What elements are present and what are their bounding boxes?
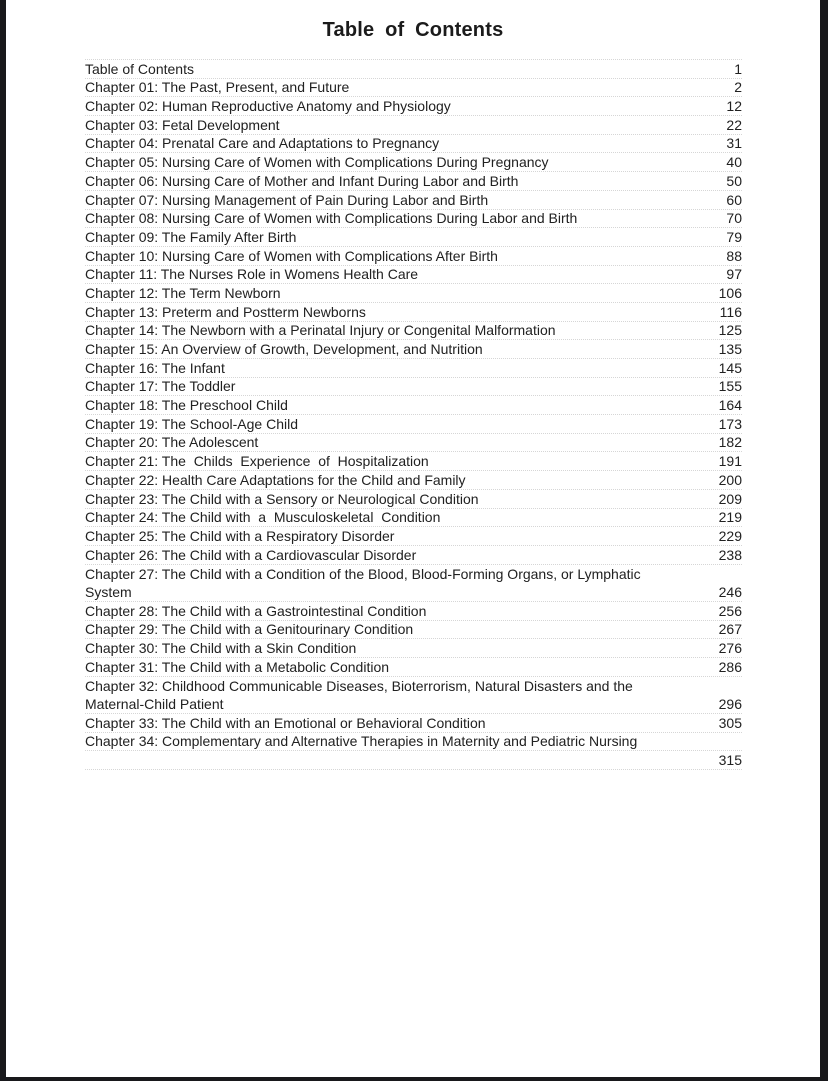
toc-entry[interactable] — [85, 322, 742, 341]
toc-entry-page-number: 256 — [718, 602, 742, 619]
toc-entry[interactable] — [85, 153, 742, 172]
toc-entry[interactable] — [85, 527, 742, 546]
toc-entry-label: System — [85, 583, 132, 600]
toc-entry-page-number: 267 — [718, 621, 742, 638]
toc-entry[interactable] — [85, 434, 742, 453]
toc-entry-label: Chapter 25: The Child with a Respiratory Disorder — [85, 527, 395, 544]
toc-entry[interactable] — [85, 191, 742, 210]
toc-entry-label: Chapter 21: The Childs Experience of Hospitalization — [85, 453, 429, 470]
toc-entry[interactable] — [85, 471, 742, 490]
toc-entry-page-number: 1 — [734, 60, 742, 77]
toc-entry[interactable] — [85, 135, 742, 154]
toc-entry[interactable] — [85, 303, 742, 322]
toc-entry-page-number: 164 — [718, 397, 742, 414]
toc-entry-label: Chapter 04: Prenatal Care and Adaptations to Pregnancy — [85, 135, 440, 152]
toc-entry-page-number: 246 — [718, 583, 742, 600]
toc-entry[interactable] — [85, 733, 742, 770]
toc-entry-page-number: 40 — [726, 154, 742, 171]
toc-entry[interactable] — [85, 340, 742, 359]
toc-entry-page-number: 305 — [718, 714, 742, 731]
toc-entry-label: Maternal-Child Patient — [85, 696, 224, 713]
toc-entry-page-number: 88 — [726, 247, 742, 264]
toc-entry-label: Chapter 05: Nursing Care of Women with Complications During Pregnancy — [85, 154, 549, 171]
toc-entry-label: Chapter 22: Health Care Adaptations for the Child and Family — [85, 471, 466, 488]
toc-entry-page-number: 315 — [718, 752, 742, 769]
toc-entry[interactable] — [85, 266, 742, 285]
toc-entry-page-number: 155 — [718, 378, 742, 395]
toc-entry-page-number: 209 — [718, 490, 742, 507]
toc-entry-label: Chapter 15: An Overview of Growth, Development, and Nutrition — [85, 341, 483, 357]
toc-entry-page-number: 50 — [726, 172, 742, 189]
toc-entry[interactable] — [85, 228, 742, 247]
toc-entry[interactable] — [85, 677, 742, 714]
toc-entry-page-number: 97 — [726, 266, 742, 283]
page-title: Table of Contents — [322, 19, 504, 41]
toc-entry[interactable] — [85, 714, 742, 733]
document-page — [6, 0, 820, 1077]
toc-entry[interactable] — [85, 359, 742, 378]
toc-entry-page-number: 219 — [718, 509, 742, 526]
toc-entry[interactable] — [85, 452, 742, 471]
toc-entry[interactable] — [85, 396, 742, 415]
toc-entry-label: Chapter 02: Human Reproductive Anatomy and Physiology — [85, 98, 451, 115]
toc-entry-label: Chapter 26: The Child with a Cardiovascular Disorder — [85, 546, 417, 563]
toc-entry-label: Chapter 01: The Past, Present, and Future — [85, 79, 350, 96]
toc-entry[interactable] — [85, 490, 742, 509]
toc-entry[interactable] — [85, 546, 742, 565]
toc-entry[interactable] — [85, 509, 742, 528]
toc-entry-page-number: 145 — [718, 359, 742, 376]
toc-entry-label: Chapter 10: Nursing Care of Women with Complications After Birth — [85, 247, 498, 264]
toc-entry[interactable] — [85, 79, 742, 98]
toc-entry[interactable] — [85, 378, 742, 397]
toc-entry[interactable] — [85, 284, 742, 303]
toc-entry-label: Chapter 18: The Preschool Child — [85, 397, 288, 414]
toc-entry-label: Chapter 19: The School-Age Child — [85, 415, 298, 432]
toc-entry[interactable] — [85, 415, 742, 434]
toc-entry-label: Chapter 16: The Infant — [85, 359, 225, 376]
toc-entry[interactable] — [85, 621, 742, 640]
toc-entry-page-number: 173 — [718, 415, 742, 432]
toc-entry-label: Chapter 20: The Adolescent — [85, 434, 259, 451]
toc-entry-page-number: 200 — [718, 471, 742, 488]
toc-entry-page-number: 276 — [718, 640, 742, 656]
toc-entry-page-number: 296 — [718, 696, 742, 713]
toc-entry-page-number: 22 — [726, 116, 742, 133]
toc-entry-label: Chapter 34: Complementary and Alternative Therapies in Maternity and Pediatric Nursing — [85, 733, 638, 750]
toc-entry-page-number: 79 — [726, 228, 742, 245]
toc-entry[interactable] — [85, 116, 742, 135]
toc-entry-page-number: 182 — [718, 434, 742, 451]
toc-entry-page-number: 31 — [726, 135, 742, 152]
table-of-contents — [85, 59, 742, 770]
toc-entry[interactable] — [85, 658, 742, 677]
toc-entry-page-number: 2 — [734, 79, 742, 96]
toc-entry-label: Chapter 07: Nursing Management of Pain During Labor and Birth — [85, 191, 489, 208]
toc-entry-page-number: 60 — [726, 191, 742, 208]
toc-entry-label: Chapter 08: Nursing Care of Women with Complications During Labor and Birth — [85, 210, 578, 227]
toc-entry[interactable] — [85, 602, 742, 621]
toc-entry[interactable] — [85, 172, 742, 191]
toc-entry-page-number: 106 — [718, 284, 742, 301]
toc-entry[interactable] — [85, 639, 742, 658]
toc-entry[interactable] — [85, 247, 742, 266]
toc-entry-label: Chapter 33: The Child with an Emotional or Behavioral Condition — [85, 714, 486, 731]
toc-entry-label: Chapter 17: The Toddler — [85, 378, 236, 395]
toc-entry-page-number: 238 — [718, 546, 742, 563]
toc-entry-label: Chapter 06: Nursing Care of Mother and Infant During Labor and Birth — [85, 172, 519, 189]
toc-entry-label: Table of Contents — [85, 60, 194, 77]
toc-entry-label: Chapter 23: The Child with a Sensory or Neurological Condition — [85, 490, 479, 507]
toc-entry-page-number: 135 — [718, 341, 742, 357]
toc-entry-page-number: 191 — [718, 453, 742, 470]
toc-entry[interactable] — [85, 60, 742, 79]
toc-entry-label: Chapter 12: The Term Newborn — [85, 284, 281, 301]
toc-entry-label: Chapter 14: The Newborn with a Perinatal Injury or Congenital Malformation — [85, 322, 556, 339]
toc-entry[interactable] — [85, 210, 742, 229]
toc-entry-page-number: 12 — [726, 98, 742, 115]
toc-entry-page-number: 125 — [718, 322, 742, 339]
toc-entry-label: Chapter 29: The Child with a Genitourinary Condition — [85, 621, 414, 638]
toc-entry[interactable] — [85, 97, 742, 116]
toc-entry-label: Chapter 13: Preterm and Postterm Newborns — [85, 303, 366, 320]
toc-entry-page-number: 229 — [718, 527, 742, 544]
toc-entry-label: Chapter 09: The Family After Birth — [85, 228, 297, 245]
toc-entry-page-number: 286 — [718, 658, 742, 675]
toc-entry[interactable] — [85, 565, 742, 602]
toc-entry-label: Chapter 27: The Child with a Condition of the Blood, Blood-Forming Organs, or Lymphatic — [85, 566, 641, 583]
toc-entry-label: Chapter 30: The Child with a Skin Condition — [85, 640, 357, 656]
toc-entry-label: Chapter 24: The Child with a Musculoskeletal Condition — [85, 509, 441, 526]
toc-entry-label: Chapter 03: Fetal Development — [85, 116, 280, 133]
toc-entry-page-number: 116 — [719, 303, 742, 320]
toc-entry-label: Chapter 11: The Nurses Role in Womens Health Care — [85, 266, 419, 283]
toc-entry-label: Chapter 28: The Child with a Gastrointestinal Condition — [85, 602, 427, 619]
toc-entry-label: Chapter 31: The Child with a Metabolic Condition — [85, 658, 390, 675]
toc-entry-label: Chapter 32: Childhood Communicable Diseases, Bioterrorism, Natural Disasters and the — [85, 678, 633, 695]
toc-entry-page-number: 70 — [726, 210, 742, 227]
